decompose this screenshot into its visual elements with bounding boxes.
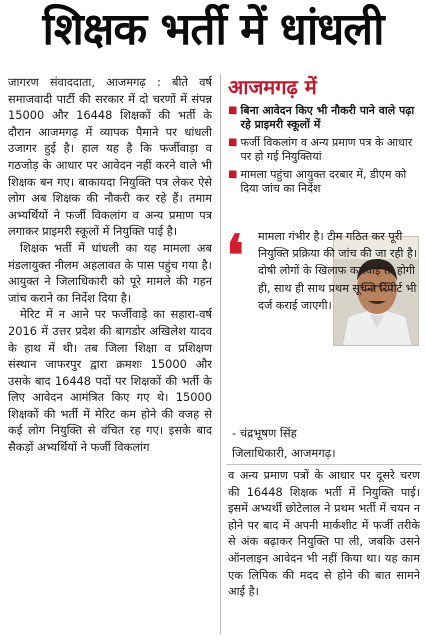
bullet-item xyxy=(228,168,420,197)
bullet-text: बिना आवेदन किए भी नौकरी पाने वाले पढ़ा रहे प्राइमरी स्कूलों में xyxy=(240,104,415,132)
article-body-right: व अन्य प्रमाण पत्रों के आधार पर दूसरे चरण की 16448 शिक्षक भर्ती में नियुक्ति पाई। इसमें अभ्यर्थी छोटेलाल ने प्रथम भर्ती में चयन न होने पर बाद में अपनी मार्कशीट में फर्जी तरीके से अंक बढ़ाकर नियुक्ति पा ली, जबकि उसने ऑनलाइन आवेदन भी नहीं किया था। यह काम एक लिपिक की मदद से होने की बात सामने आई है। xyxy=(228,469,420,599)
official-quote xyxy=(226,223,420,418)
article-paragraph: शिक्षक भर्ती में धांधली का यह मामला अब मंडलायुक्त नीलम अहलावत के पास पहुंच गया है। आयुक्त ने जिलाधिकारी को पूरे मामले की गहन जांच कराने का निर्देश दिया है। xyxy=(8,240,212,305)
sidebar-section-title: आजमगढ़ में xyxy=(228,75,317,99)
section-divider xyxy=(226,464,422,465)
bullet-dot-icon: ■ xyxy=(228,168,238,180)
article-paragraph: जागरण संवाददाता, आजमगढ़ : बीते वर्ष समाजवादी पार्टी की सरकार में दो चरणों में संपन्न 15000 और 16448 शिक्षकों की भर्ती के दौरान आजमगढ़ में व्यापक पैमाने पर धांधली उजागर हुई है। हाल यह है कि फर्जीवाड़ा व गठजोड़ के आधार पर आवेदन नहीं करने वाले भी शिक्षक बन गए। बाकायदा नियुक्ति पत्र लेकर ऐसे लोग अब शिक्षक की नौकरी कर रहे हैं। तमाम अभ्यर्थियों ने फर्जी विकलांग व अन्य प्रमाण पत्र लगाकर प्राइमरी स्कूलों में नियुक्ति पाई है। xyxy=(8,75,212,239)
quote-mark-icon: ❛ xyxy=(226,223,245,289)
bullet-text: मामला पहुंचा आयुक्त दरबार में, डीएम को दिया जांच का निर्देश xyxy=(240,167,407,196)
bullet-text: फर्जी विकलांग व अन्य प्रमाण पत्र के आधार पर हो गई नियुक्तियां xyxy=(240,135,413,164)
quote-text: मामला गंभीर है। टीम गठित कर पूरी नियुक्ति प्रक्रिया की जांच की जा रही है। दोषी लोगों के खिलाफ कार्रवाई तो होगी ही, साथ ही साथ प्रथम सूचना रिपोर्ट भी दर्ज कराई जाएगी। xyxy=(258,230,418,312)
article-paragraph: मेरिट में न आने पर फर्जीवाड़े का सहारा-वर्ष 2016 में उत्तर प्रदेश की बागडोर अखिलेश यादव के हाथ में थी। तब जिला शिक्षा व प्रशिक्षण संस्थान जाफरपुर द्वारा क्रमशः 15000 और उसके बाद 16448 पदों पर शिक्षकों की भर्ती के लिए आवेदन आमंत्रित किए गए थे। 15000 शिक्षकों की भर्ती में मेरिट कम होने की वजह से कई लोग नियुक्ति से वंचित रह गए। इसके बाद सैकड़ों अभ्यर्थियों ने फर्जी विकलांग xyxy=(8,307,212,455)
bullet-item xyxy=(228,104,420,133)
quote-attribution-name: - चंद्रभूषण सिंह xyxy=(232,426,297,440)
bullet-dot-icon: ■ xyxy=(228,136,238,148)
quote-attribution-role: जिलाधिकारी, आजमगढ़। xyxy=(232,446,336,460)
bullet-item xyxy=(228,136,420,165)
headline: शिक्षक भर्ती में धांधली xyxy=(42,4,384,55)
column-divider xyxy=(220,74,221,634)
bullet-dot-icon: ■ xyxy=(228,105,238,116)
sidebar-bullet-list xyxy=(228,104,420,224)
article-body-left xyxy=(8,74,212,636)
